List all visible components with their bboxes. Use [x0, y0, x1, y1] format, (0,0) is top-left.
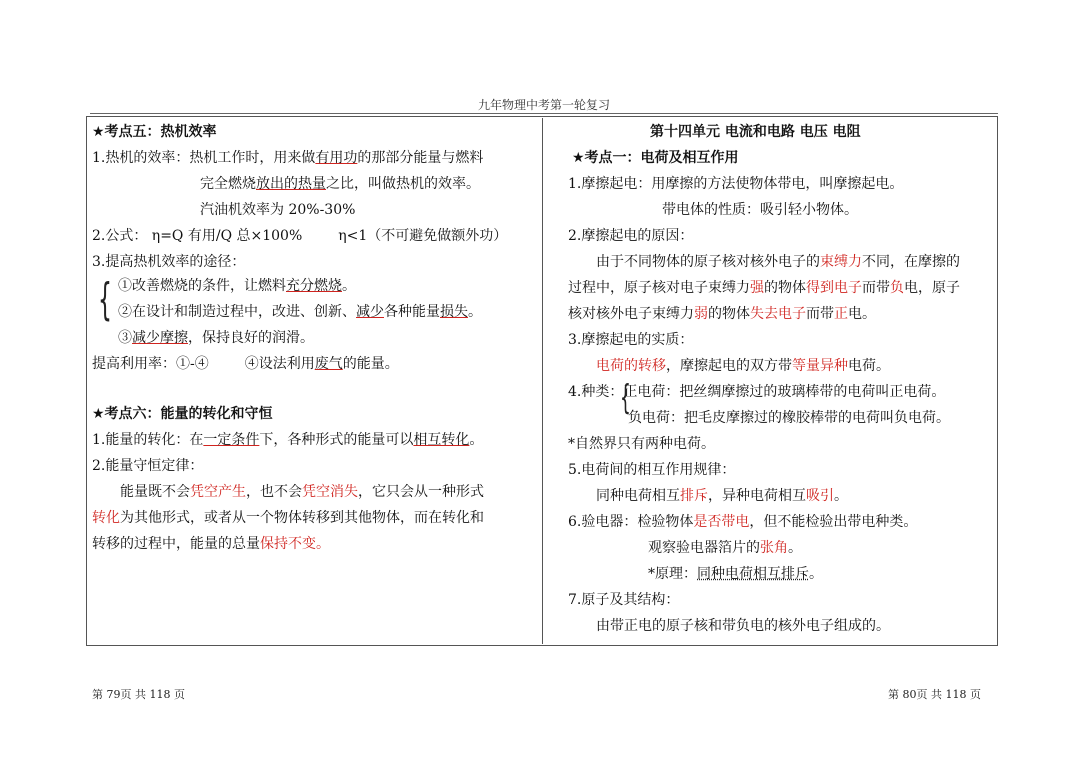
right-line-11: *自然界只有两种电荷。: [568, 436, 715, 452]
footer-left-page-number: 第 79页 共 118 页: [92, 688, 185, 701]
left-brace: {: [98, 274, 112, 325]
right-line-5: 过程中，原子核对电子束缚力强的物体得到电子而带负电，原子: [568, 280, 960, 296]
right-line-18: 由带正电的原子核和带负电的核外电子组成的。: [596, 618, 890, 634]
right-line-10: 负电荷：把毛皮摩擦过的橡胶棒带的电荷叫负电荷。: [628, 410, 950, 426]
right-line-9: 4.种类：正电荷：把丝绸摩擦过的玻璃棒带的电荷叫正电荷。: [568, 384, 946, 400]
right-line-7: 3.摩擦起电的实质：: [568, 332, 694, 348]
column-divider: [542, 118, 543, 644]
right-line-14: 6.验电器：检验物体是否带电，但不能检验出带电种类。: [568, 514, 918, 530]
right-line-2: 带电体的性质：吸引轻小物体。: [662, 202, 858, 218]
point1-title: ★考点一：电荷及相互作用: [572, 150, 739, 166]
right-line-13: 同种电荷相互排斥，异种电荷相互吸引。: [596, 488, 848, 504]
left-line-2: 完全燃烧放出的热量之比，叫做热机的效率。: [200, 176, 480, 192]
left-line-14: 转移的过程中，能量的总量保持不变。: [92, 536, 330, 552]
right-line-17: 7.原子及其结构：: [568, 592, 680, 608]
left-line-3: 汽油机效率为 20%-30%: [200, 202, 356, 218]
footer-right-page-number: 第 80页 共 118 页: [888, 688, 981, 701]
left-line-12: 能量既不会凭空产生，也不会凭空消失，它只会从一种形式: [120, 484, 484, 500]
point5-title: ★考点五：热机效率: [92, 124, 217, 140]
left-line-1: 1.热机的效率：热机工作时，用来做有用功的那部分能量与燃料: [92, 150, 484, 166]
right-line-12: 5.电荷间的相互作用规律：: [568, 462, 736, 478]
right-line-16: *原理：同种电荷相互排斥。: [648, 566, 823, 582]
left-line-8: ③减少摩擦，保持良好的润滑。: [118, 330, 314, 346]
point6-title: ★考点六：能量的转化和守恒: [92, 406, 273, 422]
left-line-4: 2.公式： η=Q 有用/Q 总×100% η<1（不可避免做额外功）: [92, 228, 508, 244]
right-line-6: 核对核外电子束缚力弱的物体失去电子而带正电。: [568, 306, 876, 322]
left-line-13: 转化为其他形式，或者从一个物体转移到其他物体，而在转化和: [92, 510, 484, 526]
left-line-11: 2.能量守恒定律：: [92, 458, 204, 474]
right-line-8: 电荷的转移，摩擦起电的双方带等量异种电荷。: [596, 358, 890, 374]
left-line-7: ②在设计和制造过程中，改进、创新、减少各种能量损失。: [118, 304, 482, 320]
left-line-6: ①改善燃烧的条件，让燃料充分燃烧。: [118, 278, 356, 294]
left-line-5: 3.提高热机效率的途径：: [92, 254, 246, 270]
left-line-9: 提高利用率：①-④ ④设法利用废气的能量。: [92, 356, 399, 372]
right-line-4: 由于不同物体的原子核对核外电子的束缚力不同，在摩擦的: [596, 254, 960, 270]
unit-title: 第十四单元 电流和电路 电压 电阻: [650, 124, 861, 140]
right-line-15: 观察验电器箔片的张角。: [648, 540, 802, 556]
right-line-1: 1.摩擦起电：用摩擦的方法使物体带电，叫摩擦起电。: [568, 176, 904, 192]
page-header: 九年物理中考第一轮复习: [477, 98, 610, 112]
right-line-3: 2.摩擦起电的原因：: [568, 228, 694, 244]
left-line-10: 1.能量的转化：在一定条件下，各种形式的能量可以相互转化。: [92, 432, 484, 448]
right-brace: {: [620, 378, 631, 418]
header-rule: [90, 113, 998, 114]
